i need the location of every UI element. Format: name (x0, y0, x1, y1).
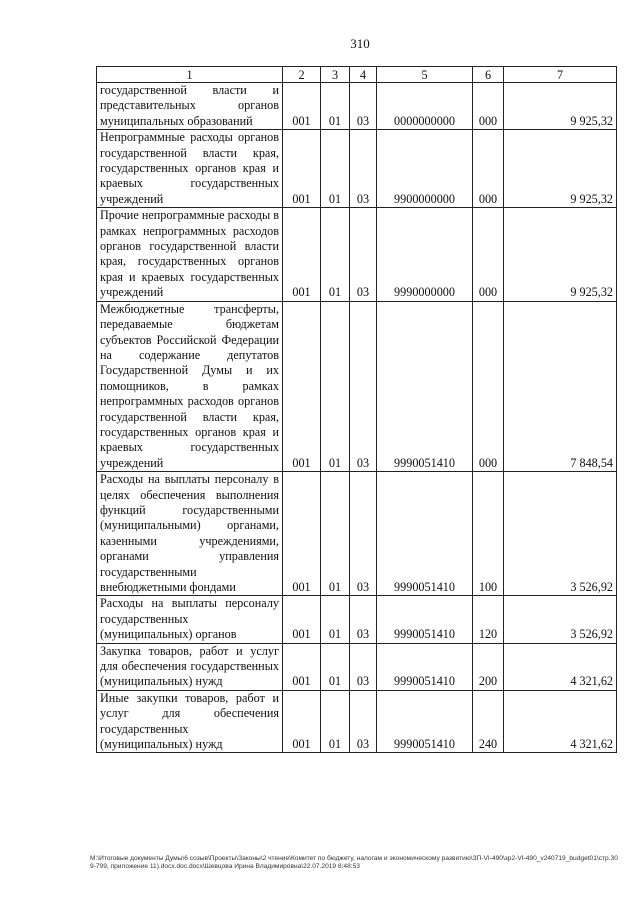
header-col-4: 4 (350, 67, 377, 83)
row-name: Иные закупки товаров, работ и услуг для обеспечения государственных (муниципальных) нужд (97, 690, 283, 753)
table-row (97, 130, 617, 208)
row-name: Расходы на выплаты персоналу в целях обеспечения выполнения функций государственными (муниципальными) органами, казенными учреждениями, органами управления государственными внебюджетными фондами (97, 472, 283, 596)
row-code-5: 9990000000 (377, 208, 473, 301)
row-code-4: 03 (350, 130, 377, 208)
header-col-7: 7 (504, 67, 617, 83)
row-amount: 9 925,32 (504, 83, 617, 130)
table-row (97, 301, 617, 471)
row-code-4: 03 (350, 208, 377, 301)
row-name: Закупка товаров, работ и услуг для обеспечения государственных (муниципальных) нужд (97, 643, 283, 690)
row-code-6: 120 (473, 596, 504, 643)
row-code-6: 000 (473, 83, 504, 130)
row-code-2: 001 (283, 83, 321, 130)
table-row (97, 643, 617, 690)
row-amount: 9 925,32 (504, 208, 617, 301)
page-number: 310 (350, 36, 370, 51)
row-code-3: 01 (321, 596, 350, 643)
row-amount: 3 526,92 (504, 472, 617, 596)
row-code-5: 9900000000 (377, 130, 473, 208)
row-amount: 4 321,62 (504, 643, 617, 690)
row-code-5: 9990051410 (377, 301, 473, 471)
header-col-5: 5 (377, 67, 473, 83)
row-code-2: 001 (283, 643, 321, 690)
row-code-2: 001 (283, 130, 321, 208)
table-row (97, 208, 617, 301)
row-code-4: 03 (350, 83, 377, 130)
table-row (97, 83, 617, 130)
row-amount: 3 526,92 (504, 596, 617, 643)
row-code-5: 9990051410 (377, 596, 473, 643)
row-code-3: 01 (321, 472, 350, 596)
table-row (97, 690, 617, 753)
header-col-6: 6 (473, 67, 504, 83)
row-code-2: 001 (283, 690, 321, 753)
row-code-4: 03 (350, 690, 377, 753)
row-name: Расходы на выплаты персоналу государственных (муниципальных) органов (97, 596, 283, 643)
row-code-4: 03 (350, 472, 377, 596)
row-code-3: 01 (321, 208, 350, 301)
row-name: Прочие непрограммные расходы в рамках непрограммных расходов органов государственной власти края, государственных органов края и краевых государственных учреждений (97, 208, 283, 301)
row-name: Межбюджетные трансферты, передаваемые бюджетам субъектов Российской Федерации на содержание депутатов Государственной Думы и их помощников, в рамках непрограммных расходов органов государственной власти края, государственных органов края и краевых государственных учреждений (97, 301, 283, 471)
row-code-5: 9990051410 (377, 472, 473, 596)
row-code-3: 01 (321, 690, 350, 753)
row-amount: 4 321,62 (504, 690, 617, 753)
row-code-3: 01 (321, 301, 350, 471)
row-code-4: 03 (350, 643, 377, 690)
row-code-5: 9990051410 (377, 643, 473, 690)
row-code-5: 0000000000 (377, 83, 473, 130)
table-row (97, 472, 617, 596)
row-code-2: 001 (283, 301, 321, 471)
row-code-6: 000 (473, 208, 504, 301)
row-code-4: 03 (350, 596, 377, 643)
budget-table (96, 66, 617, 753)
header-col-3: 3 (321, 67, 350, 83)
header-col-1: 1 (97, 67, 283, 83)
row-code-2: 001 (283, 596, 321, 643)
row-code-6: 240 (473, 690, 504, 753)
row-name: Непрограммные расходы органов государственной власти края, государственных органов края и краевых государственных учреждений (97, 130, 283, 208)
row-code-6: 000 (473, 301, 504, 471)
row-name: государственной власти и представительных органов муниципальных образований (97, 83, 283, 130)
row-code-3: 01 (321, 83, 350, 130)
table-row (97, 596, 617, 643)
row-code-3: 01 (321, 643, 350, 690)
table-header-row (97, 67, 617, 83)
row-amount: 7 848,54 (504, 301, 617, 471)
row-code-6: 100 (473, 472, 504, 596)
document-path-footer: M:\Итоговые документы Думы\6 созыв\Проекты\Законы\2 чтение\Комитет по бюджету, налогам и экономическому развитию\ЗП-VI-490\зр2-VI-490_v240719_budget01\стр.309-799, приложение 11).docx.doc.docx\Шевцова Ирина Владимировна\22.07.2019 8:48:53 (90, 855, 618, 870)
row-code-6: 000 (473, 130, 504, 208)
row-code-2: 001 (283, 472, 321, 596)
row-amount: 9 925,32 (504, 130, 617, 208)
row-code-4: 03 (350, 301, 377, 471)
row-code-3: 01 (321, 130, 350, 208)
header-col-2: 2 (283, 67, 321, 83)
row-code-6: 200 (473, 643, 504, 690)
row-code-5: 9990051410 (377, 690, 473, 753)
row-code-2: 001 (283, 208, 321, 301)
